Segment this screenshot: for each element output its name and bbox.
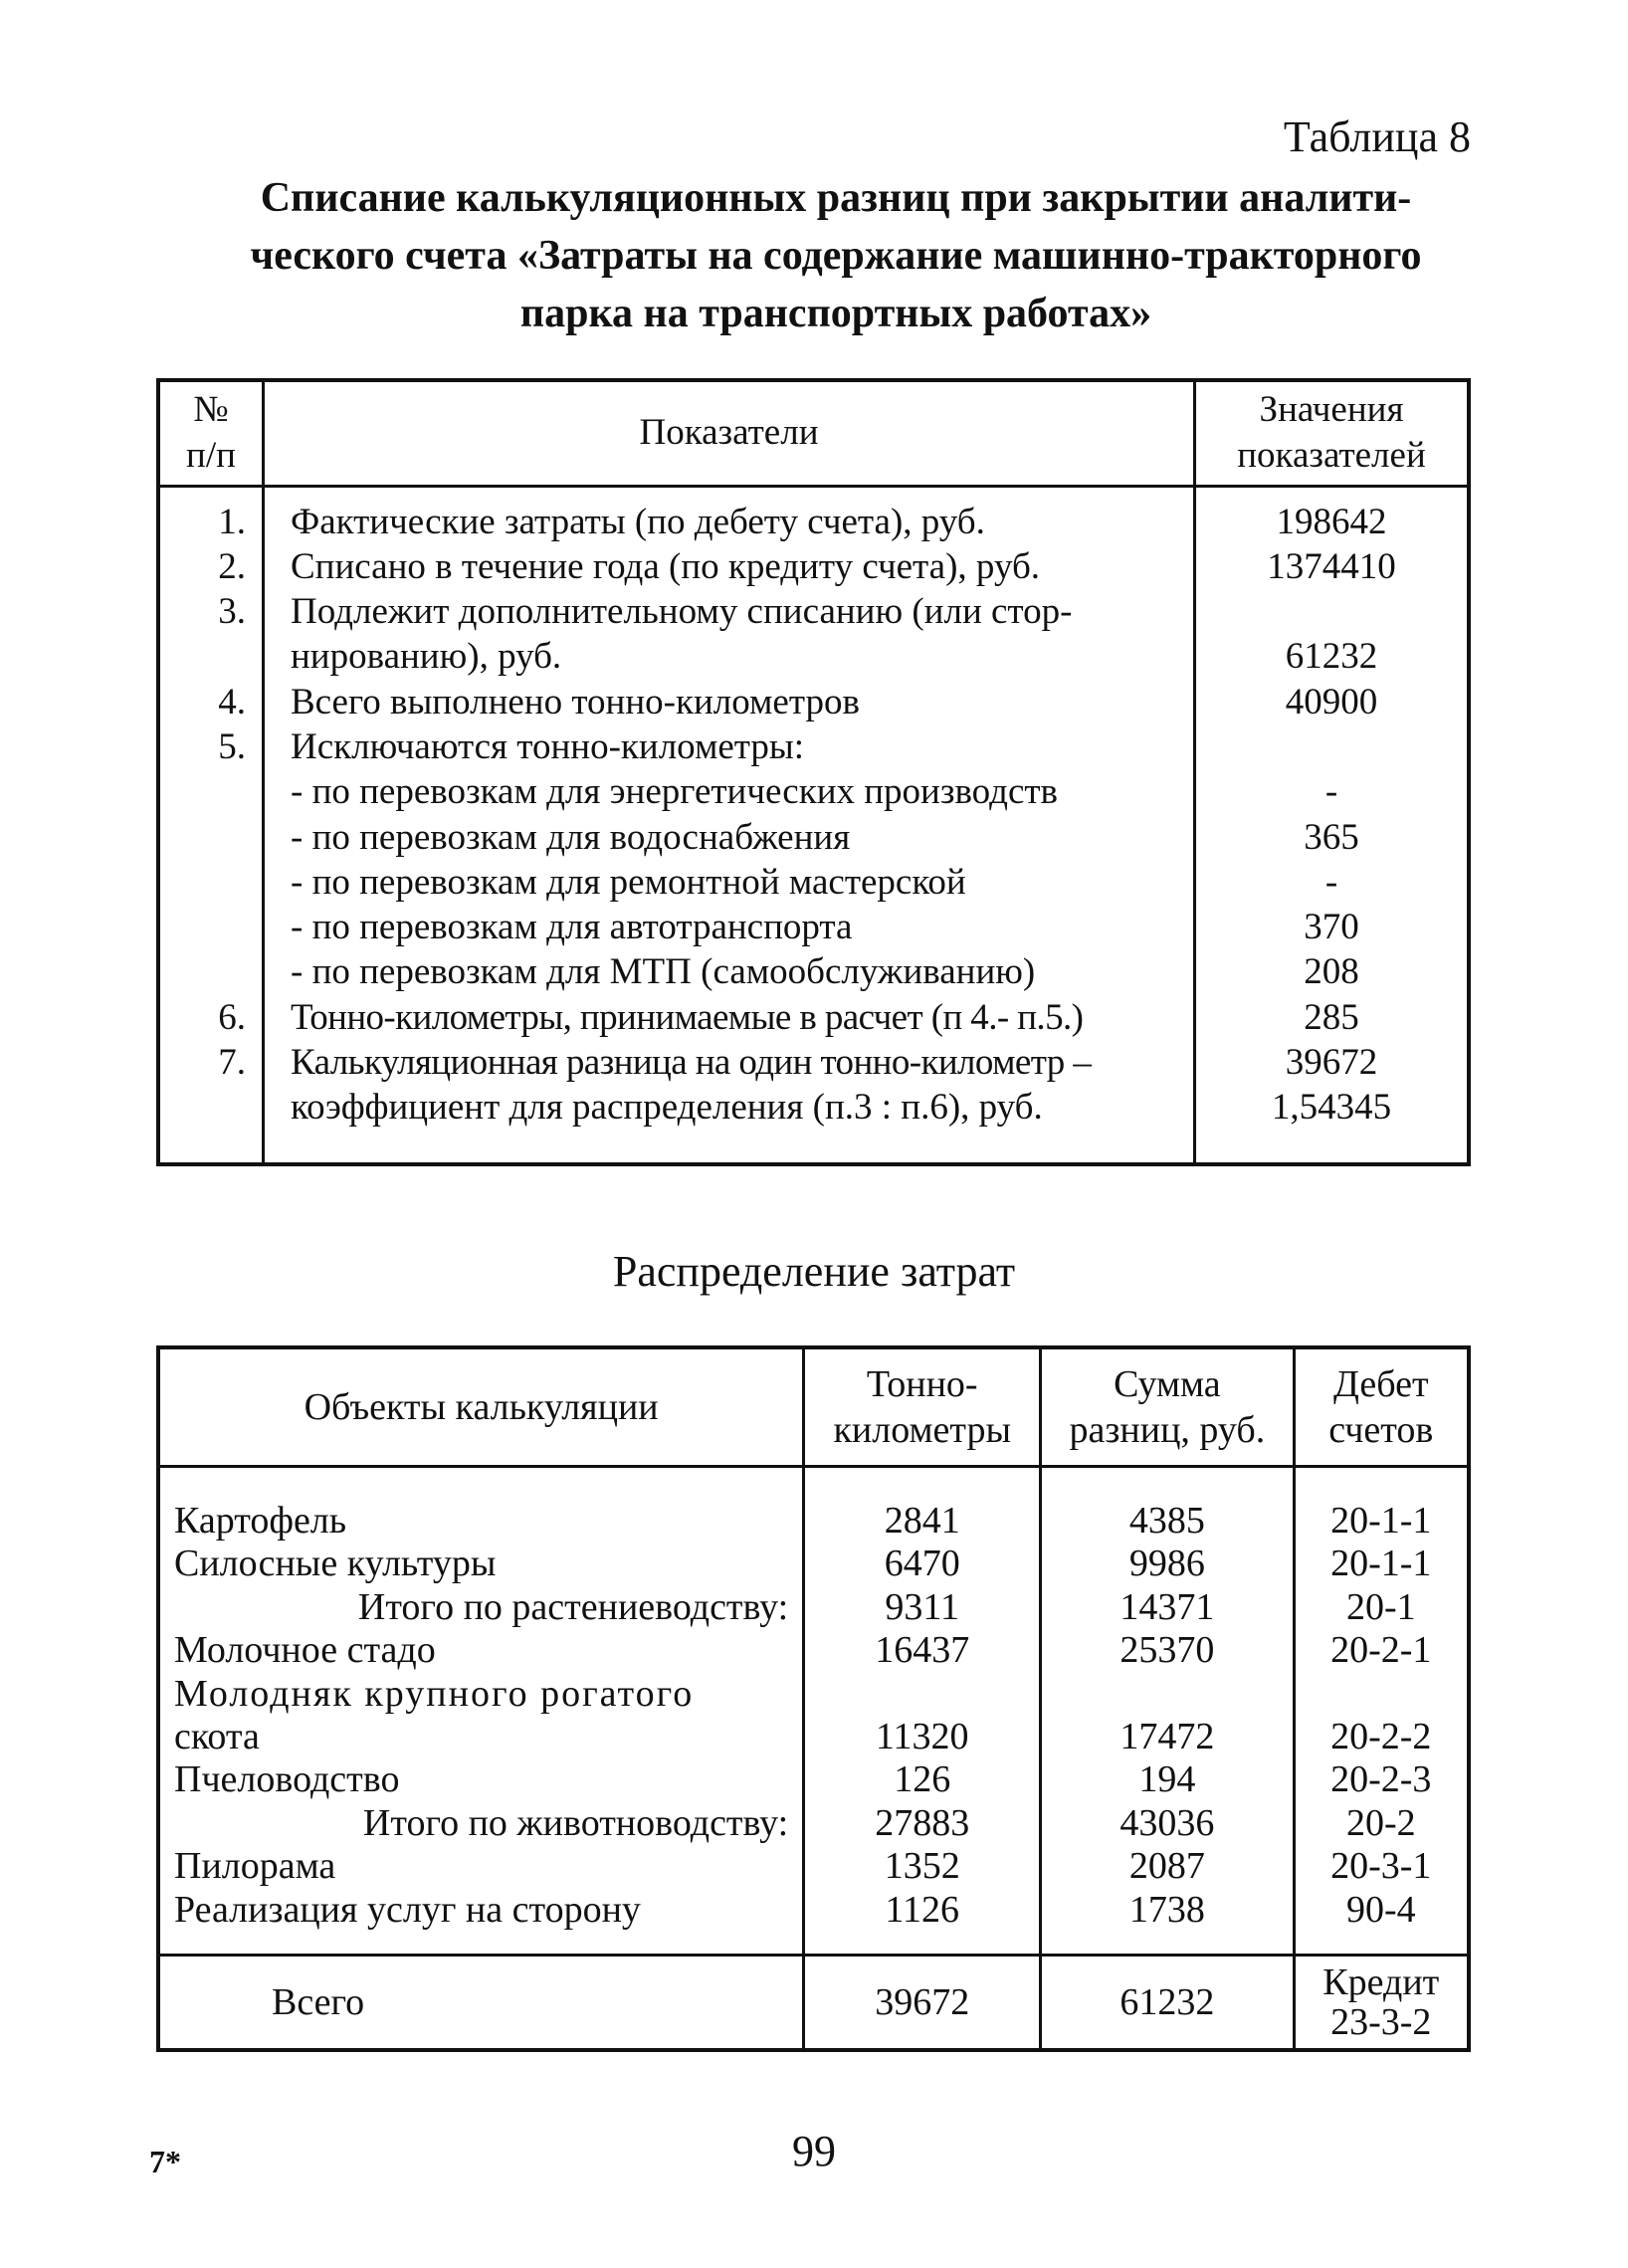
- tonne-km-value: 11320: [875, 1715, 969, 1757]
- sum-value: 25370: [1119, 1629, 1215, 1672]
- sum-value: 17472: [1119, 1715, 1215, 1757]
- indicator-value: 1,54345: [1271, 1087, 1392, 1129]
- header-tonne-km-line1: Тонно-: [866, 1363, 978, 1405]
- indicator-text: Всего выполнено тонно-километров: [291, 681, 860, 722]
- row-number: 2.: [218, 545, 246, 587]
- indicator-value: 370: [1304, 907, 1359, 948]
- tonne-km-value: 9311: [885, 1585, 960, 1628]
- credit-line2: 23-3-2: [1330, 2001, 1432, 2043]
- debit-account: 20-1-1: [1330, 1543, 1432, 1585]
- tonne-km-value: 1126: [885, 1888, 960, 1931]
- header-tonne-km: [804, 1347, 1041, 1467]
- row-number: [160, 905, 262, 949]
- row-number: 5.: [218, 725, 246, 767]
- row-number: [160, 769, 262, 814]
- sum-value: 9986: [1128, 1543, 1205, 1585]
- caption-line: парка на транспортных работах»: [519, 291, 1152, 336]
- header-debit-line2: счетов: [1328, 1409, 1434, 1451]
- sum-column: [1041, 1467, 1294, 1956]
- row-number: [160, 634, 262, 679]
- indicator-text: - по перевозкам для водоснабжения: [291, 816, 851, 858]
- total-label: Всего: [158, 1956, 804, 2051]
- row-number: 1.: [218, 501, 246, 542]
- tonne-km-value: 6470: [884, 1543, 960, 1585]
- indicator-value: 198642: [1276, 501, 1387, 542]
- header-values-line1: Значения: [1259, 389, 1404, 431]
- table-label: Таблица 8: [1283, 112, 1471, 161]
- value-column: [1195, 486, 1470, 1164]
- object-name: Пилорама: [174, 1845, 336, 1888]
- indicator-value: 39672: [1285, 1042, 1378, 1084]
- indicator-value: 208: [1304, 951, 1359, 993]
- object-name: Реализация услуг на сторону: [174, 1888, 641, 1931]
- caption-line: Списание калькуляционных разниц при закрытии аналити-: [260, 175, 1412, 221]
- header-objects: Объекты калькуляции: [158, 1347, 804, 1467]
- debit-account: 20-2-3: [1330, 1758, 1432, 1801]
- tonne-km-column: [804, 1467, 1041, 1956]
- indicator-value: 365: [1304, 816, 1359, 858]
- indicator-text: - по перевозкам для ремонтной мастерской: [291, 861, 966, 903]
- total-sum: 61232: [1041, 1956, 1294, 2051]
- credit-line1: Кредит: [1323, 1961, 1440, 2003]
- indicator-text: - по перевозкам для МТП (самообслуживанию): [291, 951, 1036, 993]
- subtotal-label: Итого по растениеводству:: [357, 1585, 789, 1628]
- header-tonne-km-line2: километры: [833, 1409, 1011, 1451]
- header-number-line2: п/п: [186, 435, 236, 477]
- indicator-value: [1196, 589, 1467, 634]
- sum-value: 194: [1138, 1758, 1196, 1801]
- sum-value: 4385: [1128, 1500, 1205, 1542]
- indicator-value: 285: [1304, 996, 1359, 1038]
- debit-account: 90-4: [1345, 1888, 1416, 1931]
- row-number: [160, 1085, 262, 1130]
- tonne-km-value: 2841: [884, 1500, 960, 1542]
- total-tonne-km: 39672: [804, 1956, 1041, 2051]
- section-subtitle: Распределение затрат: [612, 1247, 1016, 1296]
- tonne-km-value: 126: [894, 1758, 951, 1801]
- indicator-column: [264, 486, 1195, 1164]
- objects-column: [158, 1467, 804, 1956]
- row-number: [160, 815, 262, 860]
- debit-account: 20-2-1: [1330, 1629, 1432, 1672]
- indicator-text: Исключаются тонно-километры:: [291, 725, 805, 767]
- tonne-km-value: 16437: [875, 1629, 970, 1672]
- row-number: 6.: [218, 996, 246, 1038]
- object-name: Пчеловодство: [174, 1758, 400, 1801]
- debit-account: 20-1: [1345, 1585, 1416, 1628]
- tonne-km-value: 1352: [884, 1845, 960, 1888]
- header-debit-line1: Дебет: [1333, 1363, 1429, 1405]
- sum-value: 1738: [1128, 1888, 1205, 1931]
- indicator-value: 61232: [1285, 636, 1378, 678]
- row-number: [160, 949, 262, 994]
- object-name: Картофель: [174, 1500, 347, 1542]
- indicator-value: -: [1324, 861, 1338, 903]
- header-sum-line1: Сумма: [1114, 1363, 1221, 1405]
- sum-value: 14371: [1119, 1585, 1215, 1628]
- indicator-value: -: [1324, 771, 1338, 813]
- cost-distribution-table: [156, 1345, 1471, 2052]
- object-name: Силосные культуры: [174, 1543, 497, 1585]
- tonne-km-value: [805, 1673, 1039, 1716]
- object-name: Молодняк крупного рогатого: [174, 1672, 695, 1715]
- debit-account: 20-2: [1345, 1801, 1416, 1844]
- indicator-text: Калькуляционная разница на один тонно-километр –: [291, 1042, 1092, 1084]
- debit-account: 20-3-1: [1330, 1845, 1432, 1888]
- indicator-value: [1196, 724, 1467, 769]
- caption-line: ческого счета «Затраты на содержание машинно-тракторного: [250, 233, 1422, 279]
- signature-mark: 7*: [149, 2144, 181, 2179]
- debit-column: [1294, 1467, 1469, 1956]
- header-debit: [1294, 1347, 1469, 1467]
- debit-account: 20-1-1: [1330, 1500, 1432, 1542]
- row-number: 4.: [218, 681, 246, 722]
- indicator-text: Подлежит дополнительному списанию (или стор-: [291, 591, 1073, 633]
- header-values-line2: показателей: [1237, 435, 1426, 477]
- indicator-text: нированию), руб.: [291, 636, 562, 678]
- row-number: [160, 860, 262, 905]
- indicator-value: 1374410: [1267, 545, 1396, 587]
- subtotal-label: Итого по животноводству:: [362, 1801, 789, 1844]
- header-indicators: Показатели: [264, 380, 1195, 486]
- sum-value: 2087: [1128, 1845, 1205, 1888]
- header-sum: [1041, 1347, 1294, 1467]
- indicator-text: - по перевозкам для энергетических производств: [291, 771, 1059, 813]
- row-number: 7.: [218, 1042, 246, 1084]
- header-number-line1: №: [193, 389, 229, 431]
- header-sum-line2: разниц, руб.: [1069, 1409, 1266, 1451]
- row-number: 3.: [218, 591, 246, 633]
- tonne-km-value: 27883: [875, 1801, 970, 1844]
- sum-value: 43036: [1119, 1801, 1215, 1844]
- page-number: 99: [792, 2127, 836, 2175]
- header-number: [158, 380, 264, 486]
- indicator-text: коэффициент для распределения (п.3 : п.6), руб.: [291, 1087, 1043, 1129]
- header-values: [1195, 380, 1470, 486]
- sum-value: [1042, 1673, 1292, 1716]
- indicator-value: 40900: [1285, 681, 1378, 722]
- indicator-text: Списано в течение года (по кредиту счета), руб.: [291, 545, 1041, 587]
- indicator-text: Тонно-километры, принимаемые в расчет (п 4.- п.5.): [291, 996, 1084, 1038]
- write-off-table: [156, 378, 1471, 1166]
- object-name: скота: [174, 1715, 260, 1757]
- table-caption: [199, 169, 1473, 342]
- indicator-text: Фактические затраты (по дебету счета), руб.: [291, 501, 985, 542]
- debit-account: 20-2-2: [1330, 1715, 1432, 1757]
- object-name: Молочное стадо: [174, 1629, 436, 1672]
- indicator-text: - по перевозкам для автотранспорта: [291, 907, 853, 948]
- debit-account: [1296, 1673, 1467, 1716]
- credit-account: [1294, 1956, 1469, 2051]
- number-column: [158, 486, 264, 1164]
